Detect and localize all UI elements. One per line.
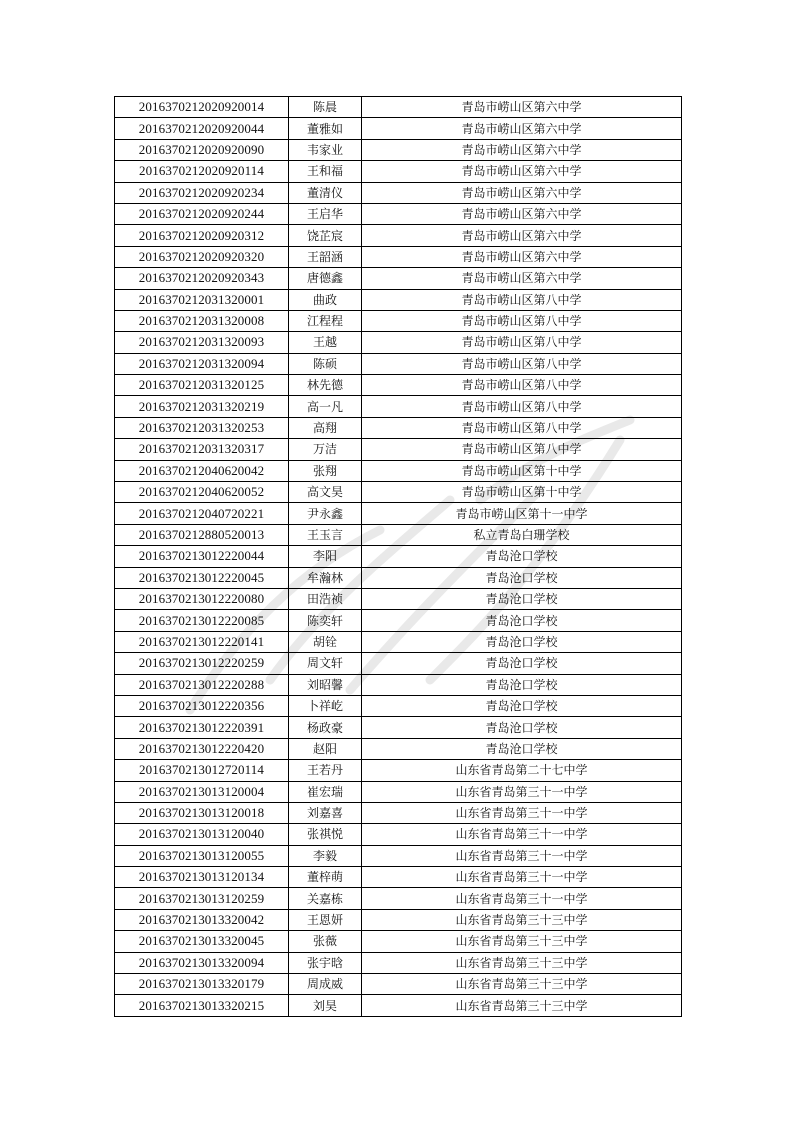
table-row xyxy=(115,182,682,203)
table-row xyxy=(115,802,682,823)
roster-body xyxy=(115,97,682,1017)
exam-id-cell: 2016370212040620042 xyxy=(115,460,289,481)
exam-id-cell: 2016370212020920014 xyxy=(115,97,289,118)
exam-id-cell: 2016370213012220288 xyxy=(115,674,289,695)
student-name-cell: 江程程 xyxy=(289,310,362,331)
student-name-cell: 韦家业 xyxy=(289,139,362,160)
student-name-cell: 崔宏瑞 xyxy=(289,781,362,802)
table-row xyxy=(115,203,682,224)
table-row xyxy=(115,909,682,930)
student-name-cell: 陈晨 xyxy=(289,97,362,118)
exam-id-cell: 2016370213013320179 xyxy=(115,974,289,995)
school-cell: 青岛市崂山区第六中学 xyxy=(362,246,682,267)
school-cell: 青岛沧口学校 xyxy=(362,567,682,588)
school-cell: 青岛市崂山区第八中学 xyxy=(362,417,682,438)
exam-id-cell: 2016370213013320094 xyxy=(115,952,289,973)
student-name-cell: 高翔 xyxy=(289,417,362,438)
student-name-cell: 张祺悦 xyxy=(289,824,362,845)
school-cell: 青岛沧口学校 xyxy=(362,631,682,652)
table-row xyxy=(115,353,682,374)
exam-id-cell: 2016370213012220356 xyxy=(115,695,289,716)
school-cell: 青岛沧口学校 xyxy=(362,695,682,716)
school-cell: 青岛市崂山区第六中学 xyxy=(362,118,682,139)
school-cell: 山东省青岛第三十三中学 xyxy=(362,909,682,930)
table-row xyxy=(115,952,682,973)
student-name-cell: 曲政 xyxy=(289,289,362,310)
student-name-cell: 林先德 xyxy=(289,375,362,396)
school-cell: 青岛市崂山区第十中学 xyxy=(362,460,682,481)
exam-id-cell: 2016370213013120055 xyxy=(115,845,289,866)
exam-id-cell: 2016370212020920312 xyxy=(115,225,289,246)
school-cell: 青岛沧口学校 xyxy=(362,610,682,631)
table-row xyxy=(115,760,682,781)
school-cell: 青岛沧口学校 xyxy=(362,546,682,567)
student-name-cell: 高文昊 xyxy=(289,482,362,503)
student-name-cell: 周文轩 xyxy=(289,653,362,674)
school-cell: 青岛市崂山区第八中学 xyxy=(362,353,682,374)
student-name-cell: 高一凡 xyxy=(289,396,362,417)
student-name-cell: 董雅如 xyxy=(289,118,362,139)
school-cell: 青岛市崂山区第六中学 xyxy=(362,97,682,118)
exam-id-cell: 2016370212031320317 xyxy=(115,439,289,460)
table-row xyxy=(115,653,682,674)
school-cell: 青岛市崂山区第六中学 xyxy=(362,182,682,203)
table-row xyxy=(115,824,682,845)
student-name-cell: 李阳 xyxy=(289,546,362,567)
school-cell: 山东省青岛第三十一中学 xyxy=(362,867,682,888)
student-name-cell: 刘嘉喜 xyxy=(289,802,362,823)
student-name-cell: 王若丹 xyxy=(289,760,362,781)
student-name-cell: 陈硕 xyxy=(289,353,362,374)
table-row xyxy=(115,717,682,738)
table-row xyxy=(115,482,682,503)
school-cell: 山东省青岛第三十三中学 xyxy=(362,952,682,973)
student-name-cell: 尹永鑫 xyxy=(289,503,362,524)
roster-table xyxy=(114,96,682,1017)
school-cell: 青岛市崂山区第八中学 xyxy=(362,310,682,331)
student-name-cell: 饶芷宸 xyxy=(289,225,362,246)
student-name-cell: 牟瀚林 xyxy=(289,567,362,588)
exam-id-cell: 2016370212031320001 xyxy=(115,289,289,310)
student-name-cell: 刘昭馨 xyxy=(289,674,362,695)
exam-id-cell: 2016370213012220259 xyxy=(115,653,289,674)
student-name-cell: 张宇晗 xyxy=(289,952,362,973)
table-row xyxy=(115,460,682,481)
exam-id-cell: 2016370212031320093 xyxy=(115,332,289,353)
exam-id-cell: 2016370213012220044 xyxy=(115,546,289,567)
school-cell: 青岛市崂山区第六中学 xyxy=(362,225,682,246)
table-row xyxy=(115,246,682,267)
table-row xyxy=(115,931,682,952)
school-cell: 青岛沧口学校 xyxy=(362,717,682,738)
exam-id-cell: 2016370213012220420 xyxy=(115,738,289,759)
school-cell: 青岛市崂山区第六中学 xyxy=(362,268,682,289)
student-name-cell: 赵阳 xyxy=(289,738,362,759)
student-name-cell: 胡铨 xyxy=(289,631,362,652)
exam-id-cell: 2016370212040620052 xyxy=(115,482,289,503)
school-cell: 青岛市崂山区第十中学 xyxy=(362,482,682,503)
exam-id-cell: 2016370212020920114 xyxy=(115,161,289,182)
table-row xyxy=(115,845,682,866)
exam-id-cell: 2016370212020920343 xyxy=(115,268,289,289)
school-cell: 山东省青岛第二十七中学 xyxy=(362,760,682,781)
exam-id-cell: 2016370213013320045 xyxy=(115,931,289,952)
table-row xyxy=(115,503,682,524)
table-row xyxy=(115,781,682,802)
table-row xyxy=(115,546,682,567)
student-name-cell: 万洁 xyxy=(289,439,362,460)
exam-id-cell: 2016370213013320215 xyxy=(115,995,289,1016)
exam-id-cell: 2016370213013120259 xyxy=(115,888,289,909)
table-row xyxy=(115,417,682,438)
student-name-cell: 唐德鑫 xyxy=(289,268,362,289)
student-name-cell: 张薇 xyxy=(289,931,362,952)
exam-id-cell: 2016370213012220080 xyxy=(115,588,289,609)
table-row xyxy=(115,97,682,118)
table-row xyxy=(115,524,682,545)
school-cell: 山东省青岛第三十一中学 xyxy=(362,888,682,909)
exam-id-cell: 2016370212020920044 xyxy=(115,118,289,139)
student-name-cell: 王越 xyxy=(289,332,362,353)
student-name-cell: 刘昊 xyxy=(289,995,362,1016)
table-row xyxy=(115,439,682,460)
exam-id-cell: 2016370212031320125 xyxy=(115,375,289,396)
table-row xyxy=(115,974,682,995)
table-row xyxy=(115,225,682,246)
school-cell: 私立青岛白珊学校 xyxy=(362,524,682,545)
exam-id-cell: 2016370212020920234 xyxy=(115,182,289,203)
school-cell: 青岛市崂山区第十一中学 xyxy=(362,503,682,524)
table-row xyxy=(115,888,682,909)
student-name-cell: 王玉言 xyxy=(289,524,362,545)
exam-id-cell: 2016370212020920090 xyxy=(115,139,289,160)
school-cell: 青岛市崂山区第八中学 xyxy=(362,439,682,460)
exam-id-cell: 2016370213013120040 xyxy=(115,824,289,845)
table-row xyxy=(115,738,682,759)
exam-id-cell: 2016370213013120018 xyxy=(115,802,289,823)
student-name-cell: 董清仪 xyxy=(289,182,362,203)
exam-id-cell: 2016370212020920320 xyxy=(115,246,289,267)
school-cell: 山东省青岛第三十一中学 xyxy=(362,802,682,823)
student-name-cell: 张翔 xyxy=(289,460,362,481)
exam-id-cell: 2016370212031320094 xyxy=(115,353,289,374)
table-row xyxy=(115,161,682,182)
school-cell: 青岛市崂山区第八中学 xyxy=(362,332,682,353)
table-row xyxy=(115,396,682,417)
table-row xyxy=(115,310,682,331)
table-row xyxy=(115,118,682,139)
school-cell: 山东省青岛第三十三中学 xyxy=(362,995,682,1016)
table-row xyxy=(115,289,682,310)
exam-id-cell: 2016370212031320008 xyxy=(115,310,289,331)
table-row xyxy=(115,695,682,716)
student-name-cell: 陈奕轩 xyxy=(289,610,362,631)
table-row xyxy=(115,588,682,609)
table-row xyxy=(115,268,682,289)
student-name-cell: 王恩妍 xyxy=(289,909,362,930)
exam-id-cell: 2016370213012220085 xyxy=(115,610,289,631)
exam-id-cell: 2016370213013120004 xyxy=(115,781,289,802)
school-cell: 山东省青岛第三十一中学 xyxy=(362,781,682,802)
table-row xyxy=(115,867,682,888)
student-name-cell: 周成威 xyxy=(289,974,362,995)
exam-id-cell: 2016370213012720114 xyxy=(115,760,289,781)
school-cell: 青岛沧口学校 xyxy=(362,588,682,609)
table-row xyxy=(115,674,682,695)
table-row xyxy=(115,332,682,353)
exam-id-cell: 2016370213012220141 xyxy=(115,631,289,652)
table-row xyxy=(115,995,682,1016)
student-name-cell: 李毅 xyxy=(289,845,362,866)
school-cell: 山东省青岛第三十一中学 xyxy=(362,845,682,866)
exam-id-cell: 2016370212031320253 xyxy=(115,417,289,438)
school-cell: 青岛沧口学校 xyxy=(362,738,682,759)
student-name-cell: 王韶涵 xyxy=(289,246,362,267)
school-cell: 青岛市崂山区第六中学 xyxy=(362,203,682,224)
school-cell: 青岛市崂山区第六中学 xyxy=(362,139,682,160)
exam-id-cell: 2016370212880520013 xyxy=(115,524,289,545)
school-cell: 青岛市崂山区第八中学 xyxy=(362,289,682,310)
student-name-cell: 田浩祯 xyxy=(289,588,362,609)
school-cell: 青岛沧口学校 xyxy=(362,674,682,695)
school-cell: 青岛市崂山区第六中学 xyxy=(362,161,682,182)
student-name-cell: 董梓萌 xyxy=(289,867,362,888)
student-name-cell: 关嘉栋 xyxy=(289,888,362,909)
exam-id-cell: 2016370213012220391 xyxy=(115,717,289,738)
exam-id-cell: 2016370212031320219 xyxy=(115,396,289,417)
school-cell: 山东省青岛第三十三中学 xyxy=(362,931,682,952)
student-name-cell: 杨政豪 xyxy=(289,717,362,738)
student-name-cell: 王和福 xyxy=(289,161,362,182)
exam-id-cell: 2016370212040720221 xyxy=(115,503,289,524)
school-cell: 青岛沧口学校 xyxy=(362,653,682,674)
exam-id-cell: 2016370213013320042 xyxy=(115,909,289,930)
school-cell: 山东省青岛第三十一中学 xyxy=(362,824,682,845)
table-row xyxy=(115,610,682,631)
school-cell: 山东省青岛第三十三中学 xyxy=(362,974,682,995)
student-name-cell: 王启华 xyxy=(289,203,362,224)
table-row xyxy=(115,139,682,160)
exam-id-cell: 2016370212020920244 xyxy=(115,203,289,224)
student-name-cell: 卜祥屹 xyxy=(289,695,362,716)
exam-id-cell: 2016370213013120134 xyxy=(115,867,289,888)
exam-id-cell: 2016370213012220045 xyxy=(115,567,289,588)
table-row xyxy=(115,631,682,652)
school-cell: 青岛市崂山区第八中学 xyxy=(362,375,682,396)
school-cell: 青岛市崂山区第八中学 xyxy=(362,396,682,417)
table-row xyxy=(115,375,682,396)
table-row xyxy=(115,567,682,588)
